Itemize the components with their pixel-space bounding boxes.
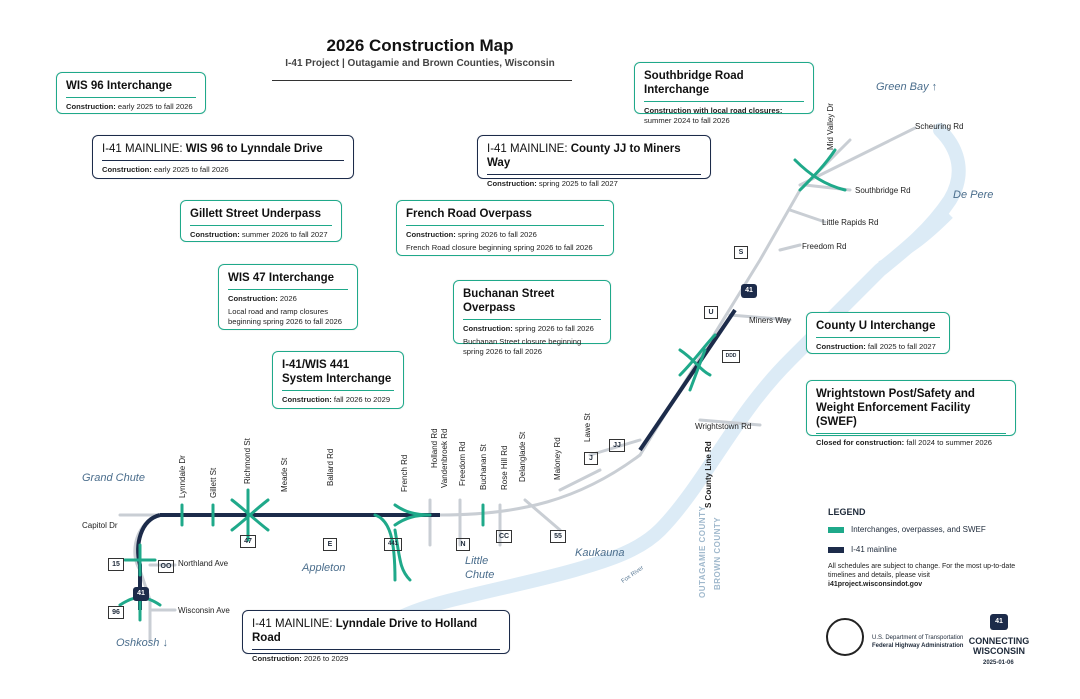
street-label: Ballard Rd	[326, 448, 335, 486]
i41-shield-icon: 41	[741, 284, 757, 298]
county-shield-icon: DDD	[722, 350, 740, 363]
fhwa-text: U.S. Department of Transportation Federal Highway Administration	[872, 635, 964, 649]
arrow-down-icon: ↓	[162, 637, 168, 649]
street-label: Lawe St	[583, 413, 592, 442]
navy-swatch	[828, 547, 844, 553]
city-label: Little	[465, 555, 489, 567]
mainline-lynndale-holland-box: I-41 MAINLINE: Lynndale Drive to Holland Road Construction: 2026 to 2029	[242, 610, 510, 654]
county-label: OUTAGAMIE COUNTY	[698, 505, 707, 598]
county-shield-icon: J	[584, 452, 598, 465]
buchanan-overpass-box: Buchanan Street Overpass Construction: spring 2026 to fall 2026 Buchanan Street closure beginning spring 2026 to fall 2026	[453, 280, 611, 344]
street-label: Little Rapids Rd	[822, 218, 879, 227]
street-label: Buchanan St	[479, 444, 488, 490]
street-label: Lynndale Dr	[178, 455, 187, 498]
state-shield-icon: 15	[108, 558, 124, 571]
arrow-up-icon: ↑	[931, 81, 938, 93]
title-divider	[272, 80, 572, 81]
street-label: Scheuring Rd	[915, 122, 964, 131]
page-subtitle: I-41 Project | Outagamie and Brown Counties, Wisconsin	[285, 58, 555, 69]
i41-shield-icon: 41	[133, 587, 149, 601]
gillett-underpass-box: Gillett Street Underpass Construction: summer 2026 to fall 2027	[180, 200, 342, 242]
teal-swatch	[828, 527, 844, 533]
county-shield-icon: S	[734, 246, 748, 259]
map-date: 2025-01-06	[983, 660, 1014, 666]
county-shield-icon: E	[323, 538, 337, 551]
legend-item-teal: Interchanges, overpasses, and SWEF	[828, 525, 986, 534]
street-label: Meade St	[280, 457, 289, 492]
legend-title: LEGEND	[828, 507, 866, 517]
county-u-interchange-box: County U Interchange Construction: fall 2025 to fall 2027	[806, 312, 950, 354]
wis47-interchange-box: WIS 47 Interchange Construction: 2026 Local road and ramp closures beginning spring 2026 to fall 2026	[218, 264, 358, 330]
county-shield-icon: OO	[158, 560, 174, 573]
county-shield-icon: JJ	[609, 439, 625, 452]
street-label: Miners Way	[749, 316, 791, 325]
street-label: Rose Hill Rd	[500, 445, 509, 490]
county-label: BROWN COUNTY	[713, 516, 722, 590]
french-road-overpass-box: French Road Overpass Construction: spring 2026 to fall 2026 French Road closure beginning spring 2026 to fall 2026	[396, 200, 614, 256]
city-label: Oshkosh ↓	[116, 637, 168, 649]
street-label: Mid Valley Dr	[826, 103, 835, 150]
state-shield-icon: 47	[240, 535, 256, 548]
city-label: Green Bay ↑	[876, 81, 938, 93]
street-label: Gillett St	[209, 467, 218, 498]
street-label: Northland Ave	[178, 559, 229, 568]
street-label: Southbridge Rd	[855, 186, 911, 195]
wis441-interchange-box: I-41/WIS 441 System Interchange Construction: fall 2026 to 2029	[272, 351, 404, 409]
city-label: De Pere	[953, 189, 994, 201]
i41-shield-icon: 41	[990, 614, 1008, 630]
legend-note: All schedules are subject to change. For the most up-to-date timelines and details, please visit i41project.wisconsindot.gov	[828, 563, 1016, 588]
project-url[interactable]: i41project.wisconsindot.gov	[828, 581, 923, 588]
river-label: Fox River	[620, 565, 646, 585]
county-shield-icon: CC	[496, 530, 512, 543]
swef-box: Wrightstown Post/Safety and Weight Enforcement Facility (SWEF) Closed for construction: fall 2024 to summer 2026	[806, 380, 1016, 436]
city-label: Appleton	[302, 562, 346, 574]
state-shield-icon: 441	[384, 538, 402, 551]
street-label: French Rd	[400, 454, 409, 492]
connecting-wisconsin-logo: CONNECTING WISCONSIN	[968, 636, 1030, 656]
street-label: Maloney Rd	[553, 437, 562, 480]
street-label: Wrightstown Rd	[695, 422, 752, 431]
street-label: Capitol Dr	[82, 521, 118, 530]
street-label: Wisconsin Ave	[178, 606, 230, 615]
city-label: Chute	[465, 569, 495, 581]
street-label: Freedom Rd	[458, 441, 467, 486]
wisdot-seal-icon	[826, 618, 864, 656]
legend-item-navy: I-41 mainline	[828, 545, 897, 554]
street-label: S County Line Rd	[704, 441, 713, 508]
street-label: Delanglade St	[518, 431, 527, 482]
street-label: Freedom Rd	[802, 242, 847, 251]
county-shield-icon: U	[704, 306, 718, 319]
state-shield-icon: 96	[108, 606, 124, 619]
city-label: Grand Chute	[82, 472, 145, 484]
page-title: 2026 Construction Map	[326, 36, 514, 55]
mainline-jj-miners-box: I-41 MAINLINE: County JJ to Miners Way Construction: spring 2025 to fall 2027	[477, 135, 711, 179]
county-shield-icon: N	[456, 538, 470, 551]
street-label: Holland Rd	[430, 428, 439, 468]
city-label: Kaukauna	[575, 547, 625, 559]
state-shield-icon: 55	[550, 530, 566, 543]
southbridge-interchange-box: Southbridge Road Interchange Construction with local road closures: summer 2024 to fall 2026	[634, 62, 814, 114]
street-label: Richmond St	[243, 438, 252, 484]
mainline-wis96-lynndale-box: I-41 MAINLINE: WIS 96 to Lynndale Drive Construction: early 2025 to fall 2026	[92, 135, 354, 179]
wis96-interchange-box: WIS 96 Interchange Construction: early 2025 to fall 2026	[56, 72, 206, 114]
street-label: Vandenbroek Rd	[440, 428, 449, 488]
